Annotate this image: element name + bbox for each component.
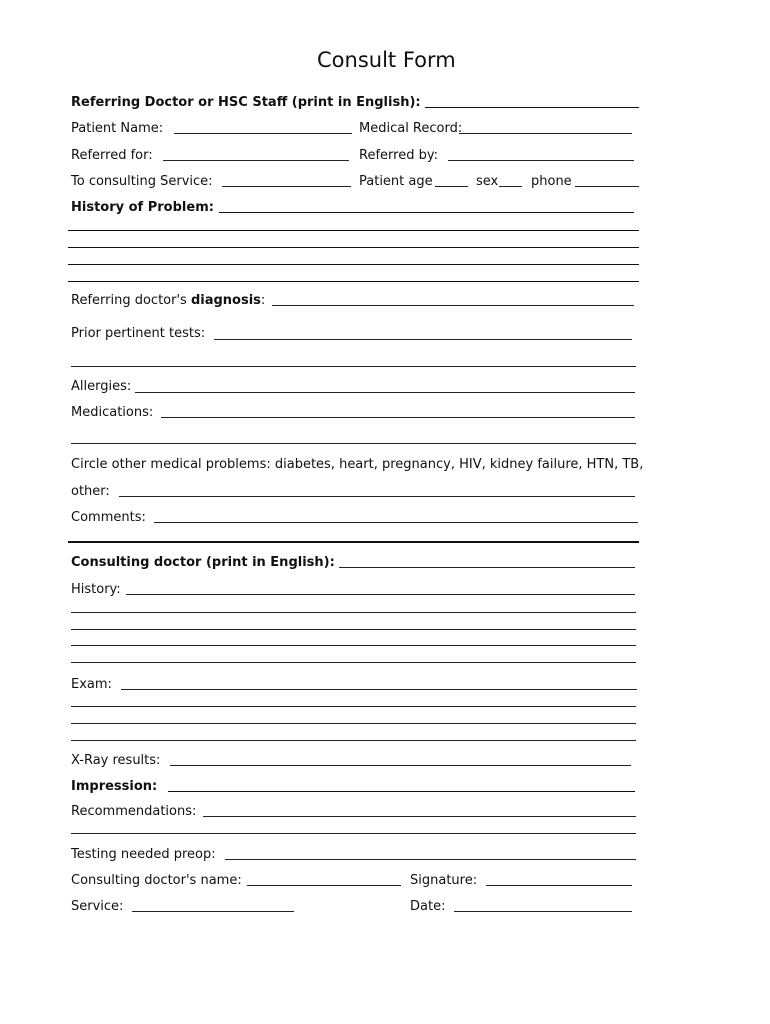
diagnosis-label [71, 293, 265, 309]
consulting-doctor-field[interactable] [339, 567, 635, 568]
xray-label: X-Ray results: [71, 753, 161, 768]
testing-field[interactable] [225, 859, 636, 860]
exam-line-b[interactable] [71, 723, 636, 724]
referred-for-label: Referred for: [71, 148, 153, 163]
exam-label: Exam: [71, 677, 112, 692]
medications-line-2[interactable] [71, 443, 636, 444]
sex-field[interactable] [499, 186, 522, 187]
comments-label: Comments: [71, 510, 146, 525]
history-line-d[interactable] [71, 662, 636, 663]
section-divider [68, 541, 639, 543]
medical-record-field[interactable] [459, 133, 632, 134]
date-field[interactable] [454, 911, 632, 912]
doctor-name-label: Consulting doctor's name: [71, 873, 242, 888]
phone-field[interactable] [575, 186, 639, 187]
exam-field[interactable] [121, 689, 637, 690]
referred-for-field[interactable] [163, 160, 349, 161]
diagnosis-suffix: : [260, 293, 266, 308]
signature-field[interactable] [486, 885, 632, 886]
page-title: Consult Form [317, 48, 456, 72]
history-line-c[interactable] [71, 645, 636, 646]
other-label: other: [71, 484, 110, 499]
history-line-1[interactable] [68, 230, 639, 231]
patient-name-field[interactable] [174, 133, 352, 134]
sex-label: sex [476, 174, 499, 189]
comments-field[interactable] [154, 522, 638, 523]
history-of-problem-field[interactable] [219, 212, 634, 213]
phone-label: phone [531, 174, 572, 189]
impression-field[interactable] [168, 791, 635, 792]
medical-record-label: Medical Record: [359, 121, 463, 136]
patient-age-field[interactable] [435, 186, 468, 187]
service-field[interactable] [132, 911, 294, 912]
impression-label: Impression: [71, 779, 158, 794]
service-label: Service: [71, 899, 124, 914]
history-field[interactable] [126, 594, 635, 595]
referring-doctor-label: Referring Doctor or HSC Staff (print in English): [71, 95, 421, 110]
referred-by-label: Referred by: [359, 148, 438, 163]
exam-line-a[interactable] [71, 706, 636, 707]
patient-name-label: Patient Name: [71, 121, 164, 136]
consulting-doctor-label: Consulting doctor (print in English): [71, 555, 335, 570]
recommendations-field[interactable] [203, 816, 636, 817]
referred-by-field[interactable] [448, 160, 634, 161]
patient-age-label: Patient age [359, 174, 433, 189]
history-line-a[interactable] [71, 612, 636, 613]
allergies-field[interactable] [135, 392, 635, 393]
allergies-label: Allergies: [71, 379, 132, 394]
xray-field[interactable] [170, 765, 631, 766]
referring-doctor-field[interactable] [425, 107, 639, 108]
exam-line-c[interactable] [71, 740, 636, 741]
prior-tests-label: Prior pertinent tests: [71, 326, 206, 341]
doctor-name-field[interactable] [247, 885, 401, 886]
signature-label: Signature: [410, 873, 478, 888]
medications-label: Medications: [71, 405, 154, 420]
consulting-service-field[interactable] [222, 186, 351, 187]
history-line-4[interactable] [68, 281, 639, 282]
consulting-service-label: To consulting Service: [71, 174, 213, 189]
diagnosis-prefix: Referring doctor's [71, 293, 191, 308]
history-line-2[interactable] [68, 247, 639, 248]
history-label: History: [71, 582, 121, 597]
other-field[interactable] [119, 496, 635, 497]
history-line-b[interactable] [71, 629, 636, 630]
date-label: Date: [410, 899, 446, 914]
recommendations-label: Recommendations: [71, 804, 197, 819]
prior-tests-line-2[interactable] [71, 366, 636, 367]
recommendations-line-2[interactable] [71, 833, 636, 834]
diagnosis-bold: diagnosis [190, 293, 261, 308]
testing-label: Testing needed preop: [71, 847, 216, 862]
prior-tests-field[interactable] [214, 339, 632, 340]
history-line-3[interactable] [68, 264, 639, 265]
history-of-problem-label: History of Problem: [71, 200, 214, 215]
medications-field[interactable] [161, 417, 635, 418]
other-problems-label: Circle other medical problems: diabetes, heart, pregnancy, HIV, kidney failure, HTN, TB, [71, 457, 644, 472]
diagnosis-field[interactable] [272, 305, 634, 306]
